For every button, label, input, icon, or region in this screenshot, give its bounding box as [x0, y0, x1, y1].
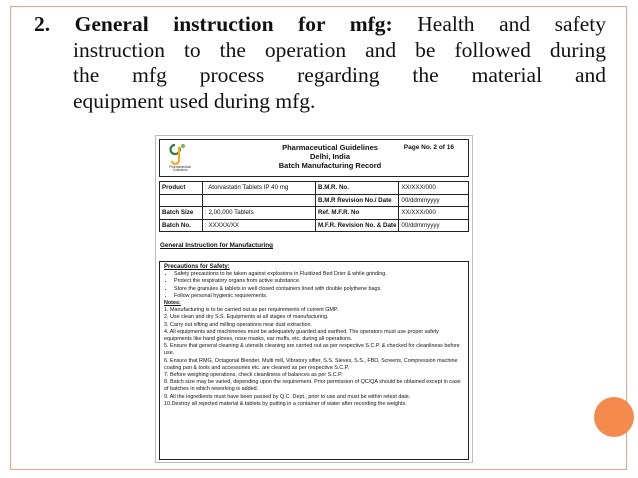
precautions-list	[164, 271, 464, 300]
list-item: 9. All the ingredients must have been passed by Q.C. Dept., prior to use and must be within retest date.	[164, 393, 411, 400]
document-header	[159, 139, 469, 177]
section-title: General Instruction for Manufacturing	[160, 242, 274, 249]
instruction-box	[159, 261, 469, 460]
info-key: Ref. M.F.R. No	[316, 207, 399, 220]
info-value: XX/XXX/000	[399, 207, 469, 220]
info-key: B.M.R. No.	[316, 182, 399, 195]
list-item: 10.Destroy all rejected material & tablets by putting in a container of water after recording the weights.	[164, 400, 407, 407]
title-line-company: Pharmaceutical Guidelines	[282, 143, 378, 152]
info-value: 00/ddmmyyyy	[399, 194, 469, 207]
document-title	[260, 143, 400, 170]
info-value: 00/ddmmyyyy	[399, 219, 469, 232]
list-item: 3. Carry out sifting and milling operations near dust extraction.	[164, 321, 313, 328]
info-key: M.F.R. Revision No. & Date	[316, 219, 399, 232]
info-value: : XXXXX/XX	[203, 219, 316, 232]
heading-line-0: Health and safety	[417, 12, 607, 36]
info-value: : Atorvastatin Tablets IP 40 mg	[203, 182, 316, 195]
heading-line-1: instruction to the operation and be followed during	[73, 37, 606, 62]
batch-info-table	[159, 181, 469, 232]
list-item: 2. Use clean and dry S.S. Equipments at all stages of manufacturing.	[164, 314, 329, 321]
info-value: : 2,00,000 Tablets	[203, 207, 316, 220]
list-item: 8. Batch size may be varied, depending upon the requirement. Prior permission of QC/QA should be obtained except in case of batches in which reworking is added.	[164, 379, 461, 393]
info-key: Batch No.	[160, 219, 203, 232]
precautions-title: Precautions for Safety:	[164, 264, 230, 270]
list-item: 6. Ensure that RMG, Octagonal Blender, Multi mill, Vibratory sifter, S.S. Sieves, S.S., FBD, Screens, Compression machine coating pan & tools and accessories etc. are cleaned as per respective S.C.P.	[164, 357, 458, 371]
table-row	[160, 194, 469, 207]
list-item: 1. Manufacturing is to be carried out as per requirements of current GMP.	[164, 307, 339, 314]
heading-line-3: equipment used during mfg.	[73, 88, 316, 113]
list-item: 7. Before weighing operations, check cleanliness of balances as per S.C.P.	[164, 372, 343, 379]
info-key	[160, 194, 203, 207]
logo-caption: Pharmaceutical Guidelines	[169, 165, 191, 173]
info-value: XX/XXX/000	[399, 182, 469, 195]
title-line-record: Batch Manufacturing Record	[278, 161, 382, 170]
list-item: • Safety precautions to be taken against explosions in Fluidized Bed Drier & while grinding.	[174, 271, 464, 278]
bmr-document-image	[155, 135, 473, 463]
page-number: Page No. 2 of 16	[403, 144, 454, 151]
list-item: • Protect the respiratory organs from active substance.	[174, 278, 464, 285]
heading-line-2: the mfg process regarding the material and	[73, 63, 606, 87]
notes-list	[164, 307, 464, 408]
info-key: B.M.R Revision No./ Date	[316, 194, 399, 207]
list-item: 5. Ensure that general cleaning & utensils cleaning are carried out as per respective S.C.P. & checked for cleanliness before use.	[164, 343, 460, 357]
title-line-location: Delhi, India	[309, 152, 350, 161]
heading-bold: 2. General instruction for mfg:	[34, 12, 393, 36]
table-row	[160, 207, 469, 220]
list-item: 4. All equipments and machineries must be adequately guarded and earthed. The operators must use proper safety equipments like hand gloves, nose masks, ear muffs, etc. during all operations.	[164, 328, 439, 343]
info-key: Product	[160, 182, 203, 195]
company-logo	[163, 142, 197, 175]
table-row	[160, 219, 469, 232]
accent-circle	[594, 397, 634, 437]
list-item: • Follow personal hygienic requirements.	[174, 293, 464, 300]
info-key: Batch Size	[160, 207, 203, 220]
info-value	[203, 194, 316, 207]
notes-title: Notes:	[164, 300, 181, 307]
list-item: • Store the granules & tablets in well closed containers lined with double polythene bags.	[174, 286, 464, 293]
table-row	[160, 182, 469, 195]
slide-heading	[34, 12, 606, 114]
